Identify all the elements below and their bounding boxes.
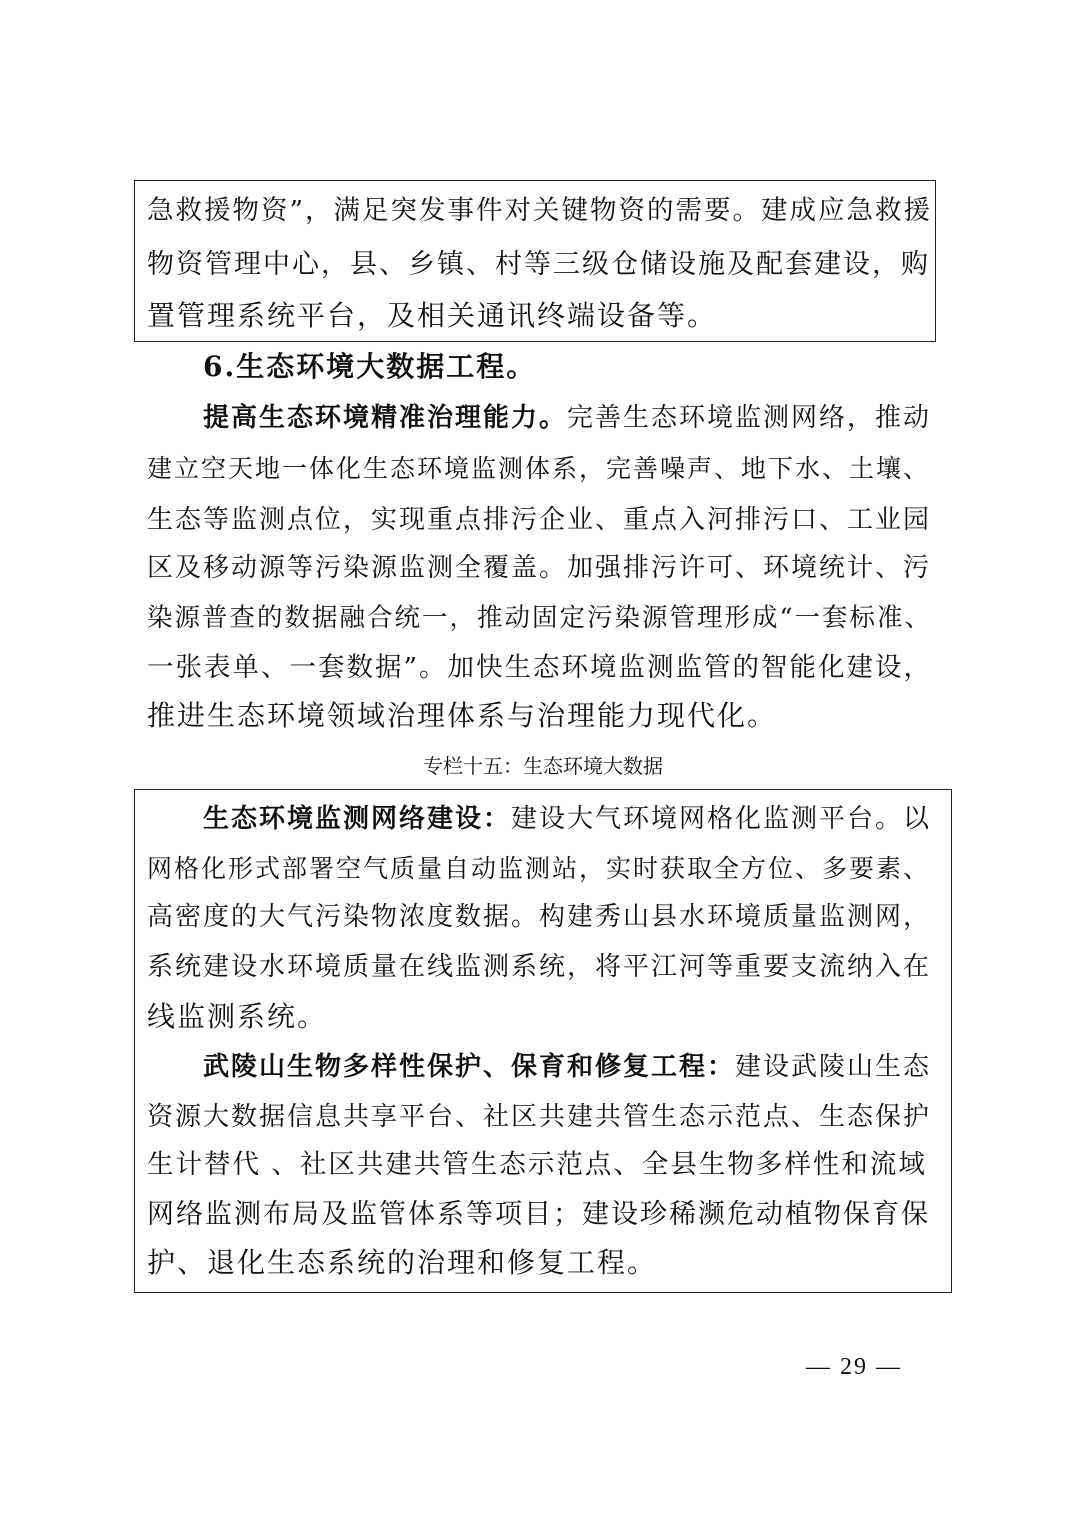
column-item1-line-4: 系统建设水环境质量在线监测系统，将平江河等重要支流纳入在 [147, 952, 932, 982]
column-item1-line-1 [203, 801, 931, 837]
paragraph-line-1 [203, 400, 931, 436]
column-item2-line-4: 网络监测布局及监管体系等项目；建设珍稀濒危动植物保育保 [147, 1199, 930, 1230]
column-item1-line-2: 网格化形式部署空气质量自动监测站，实时获取全方位、多要素、 [147, 854, 931, 883]
paragraph-line-2: 建立空天地一体化生态环境监测体系，完善噪声、地下水、土壤、 [147, 454, 931, 483]
column-item2-lead: 武陵山生物多样性保护、保育和修复工程： [203, 1052, 736, 1082]
paragraph-line-3: 生态等监测点位，实现重点排污企业、重点入河排污口、工业园 [147, 505, 932, 535]
paragraph-line-1-text: 完善生态环境监测网络，推动 [567, 403, 932, 433]
column-item2-line-5: 护、退化生态系统的治理和修复工程。 [147, 1246, 658, 1279]
column-item2-line-1 [203, 1049, 931, 1085]
column-item2-line-3: 生计替代 、社区共建共管生态示范点、全县生物多样性和流域 [147, 1149, 927, 1180]
paragraph-line-4: 区及移动源等污染源监测全覆盖。加强排污许可、环境统计、污 [147, 553, 932, 583]
box1-line-1: 急救援物资”，满足突发事件对关键物资的需要。建成应急救援 [147, 195, 933, 226]
box1-line-3: 置管理系统平台，及相关通讯终端设备等。 [147, 299, 718, 332]
column-item2-line-1-text: 建设武陵山生态 [735, 1052, 932, 1082]
paragraph-line-6: 一张表单、一套数据”。加快生态环境监测监管的智能化建设， [147, 652, 933, 683]
column-item1-line-5: 线监测系统。 [147, 1000, 328, 1033]
box1-line-2: 物资管理中心，县、乡镇、村等三级仓储设施及配套建设，购 [147, 249, 930, 280]
section-heading: 6.生态环境大数据工程。 [203, 350, 537, 383]
paragraph-line-5: 染源普查的数据融合统一，推动固定污染源管理形成“一套标准、 [147, 603, 933, 633]
paragraph-line-7: 推进生态环境领域治理体系与治理能力现代化。 [147, 699, 778, 732]
column-item2-line-2: 资源大数据信息共享平台、社区共建共管生态示范点、生态保护 [147, 1102, 932, 1132]
column-item1-lead: 生态环境监测网络建设： [203, 804, 512, 834]
column-item1-line-3: 高密度的大气污染物浓度数据。构建秀山县水环境质量监测网， [147, 902, 932, 932]
column-title: 专栏十五：生态环境大数据 [423, 754, 663, 778]
paragraph-lead: 提高生态环境精准治理能力。 [203, 403, 568, 433]
column-item1-line-1-text: 建设大气环境网格化监测平台。以 [511, 804, 932, 834]
page-number: — 29 — [806, 1354, 902, 1380]
